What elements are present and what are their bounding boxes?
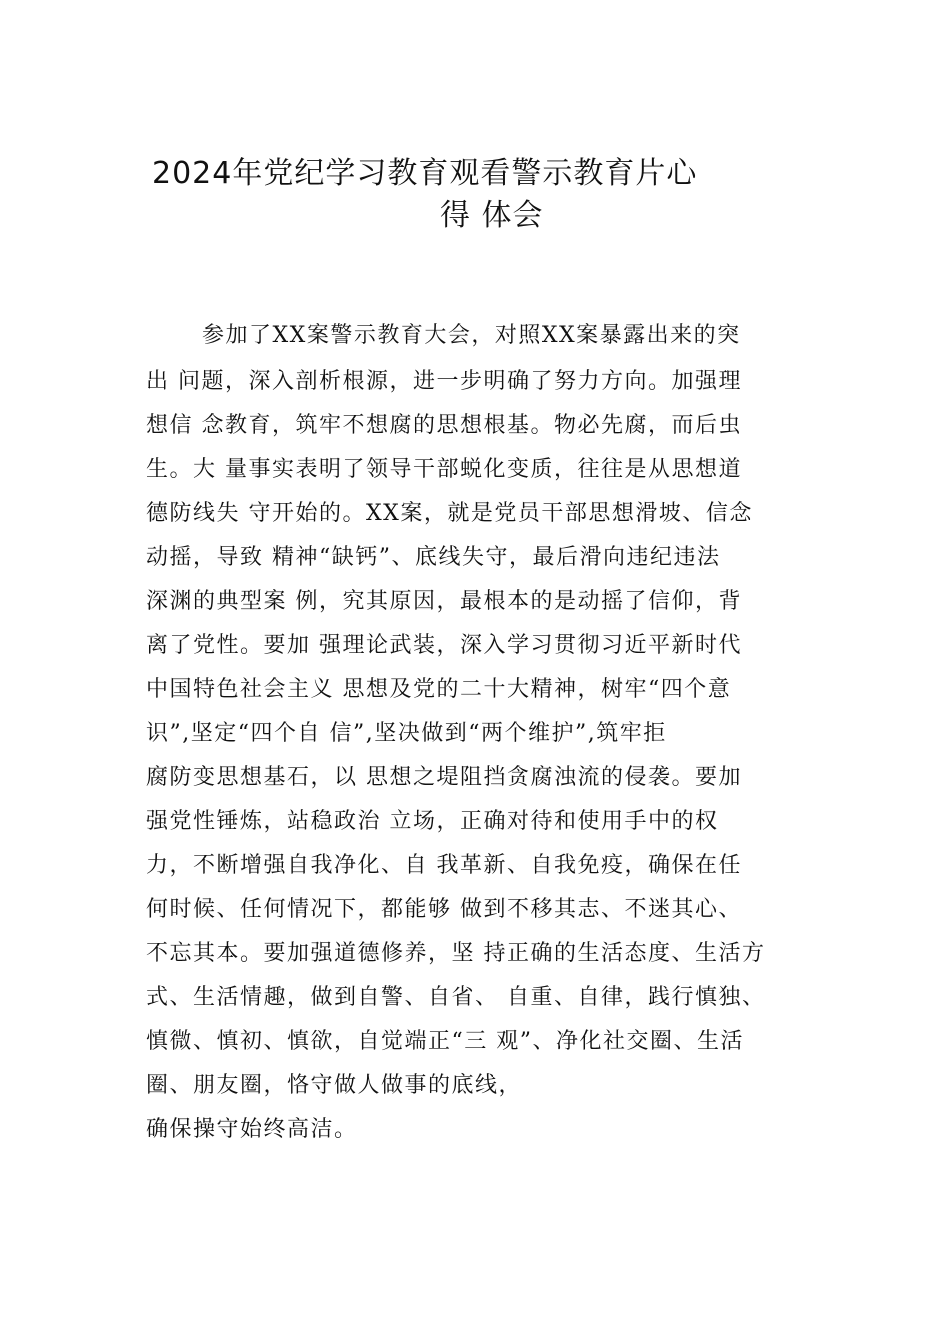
- body-line-6: 动摇，导致 精神“缺钙”、底线失守，最后滑向违纪违法: [146, 545, 721, 570]
- body-line-14: 何时候、任何情况下，都能够 做到不移其志、不迷其心、: [146, 897, 742, 922]
- body-line-19: 确保操守始终高洁。: [146, 1117, 358, 1142]
- body-line-18: 圈、朋友圈，恪守做人做事的底线，: [146, 1073, 523, 1098]
- body-line-5: 德防线失 守开始的。XX案，就是党员干部思想滑坡、信念: [146, 501, 753, 526]
- body-line-7: 深渊的典型案 例，究其原因，最根本的是动摇了信仰，背: [146, 589, 742, 614]
- body-line-15: 不忘其本。要加强道德修养，坚 持正确的生活态度、生活方: [146, 941, 766, 966]
- body-line-13: 力，不断增强自我净化、自 我革新、自我免疫，确保在任: [146, 853, 742, 878]
- body-line-11: 腐防变思想基石，以 思想之堤阻挡贪腐浊流的侵袭。要加: [146, 765, 742, 790]
- body-line-9: 中国特色社会主义 思想及党的二十大精神，树牢“四个意: [146, 677, 732, 702]
- body-line-10: 识”,坚定“四个自 信”,坚决做到“两个维护”,筑牢拒: [146, 721, 667, 746]
- body-line-2: 出 问题，深入剖析根源，进一步明确了努力方向。加强理: [146, 369, 742, 394]
- body-line-12: 强党性锤炼，站稳政治 立场，正确对待和使用手中的权: [146, 809, 719, 834]
- document-title-line-1: 2024年党纪学习教育观看警示教育片心: [152, 156, 698, 191]
- body-line-1: 参加了XX案警示教育大会，对照XX案暴露出来的突: [202, 323, 741, 348]
- document-title-line-2: 得 体会: [440, 198, 544, 233]
- body-line-16: 式、生活情趣，做到自警、自省、 自重、自律，践行慎独、: [146, 985, 766, 1010]
- body-line-4: 生。大 量事实表明了领导干部蜕化变质，往往是从思想道: [146, 457, 742, 482]
- body-line-8: 离了党性。要加 强理论武装，深入学习贯彻习近平新时代: [146, 633, 742, 658]
- body-line-3: 想信 念教育，筑牢不想腐的思想根基。物必先腐，而后虫: [146, 413, 742, 438]
- body-line-17: 慎微、慎初、慎欲，自觉端正“三 观”、净化社交圈、生活: [146, 1029, 744, 1054]
